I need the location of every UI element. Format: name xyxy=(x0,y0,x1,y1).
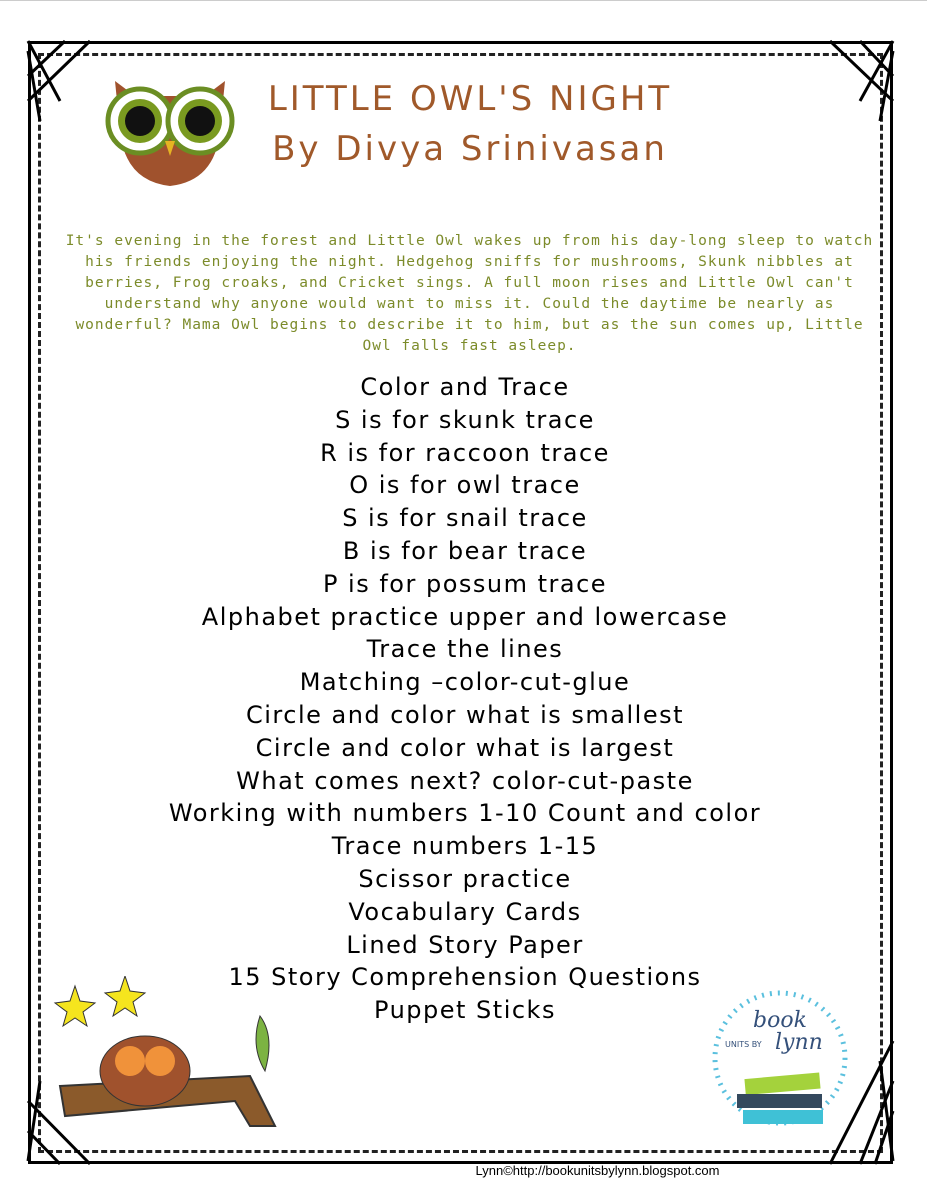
book-title: LITTLE OWL'S NIGHT xyxy=(267,79,673,119)
contents-item: O is for owl trace xyxy=(349,471,581,500)
sleeping-owl-illustration xyxy=(50,976,290,1156)
contents-item: Alphabet practice upper and lowercase xyxy=(201,602,729,631)
contents-item: Lined Story Paper xyxy=(346,930,584,959)
logo-units-text: UNITS BY xyxy=(725,1040,762,1049)
contents-item: Puppet Sticks xyxy=(374,996,556,1025)
contents-item: Color and Trace xyxy=(360,373,570,401)
contents-list xyxy=(100,371,830,1027)
contents-item: Trace the lines xyxy=(366,635,564,664)
book-author: By Divya Srinivasan xyxy=(272,129,668,169)
contents-item: S is for snail trace xyxy=(342,504,588,533)
owl-illustration xyxy=(95,71,245,191)
book-units-by-lynn-logo xyxy=(705,988,855,1138)
contents-item: B is for bear trace xyxy=(342,536,588,565)
contents-item: Matching –color-cut-glue xyxy=(299,668,631,697)
contents-item: Scissor practice xyxy=(358,864,572,893)
contents-item: What comes next? color-cut-paste xyxy=(236,766,694,795)
contents-item: Circle and color what is largest xyxy=(255,733,675,762)
contents-item: R is for raccoon trace xyxy=(320,438,610,467)
logo-book-text: book xyxy=(753,1008,807,1033)
contents-item: S is for skunk trace xyxy=(335,405,595,434)
book-summary: It's evening in the forest and Little Owl wakes up from his day-long sleep to watch his friends enjoying the night. Hedgehog sniffs for mushrooms, Skunk nibbles at berries, Frog croaks, and Cricket sings. A full moon rises and Little Owl can't understand why anyone would want to miss it. Could the daytime be nearly as wonderful? Mama Owl begins to describe it to him, but as the sun comes up, Little Owl falls fast asleep. xyxy=(65,233,874,354)
contents-item: Working with numbers 1-10 Count and color xyxy=(168,799,762,828)
contents-item: 15 Story Comprehension Questions xyxy=(228,963,702,992)
contents-item: Vocabulary Cards xyxy=(348,897,582,926)
contents-item: Trace numbers 1-15 xyxy=(331,832,599,861)
contents-item: P is for possum trace xyxy=(322,569,608,598)
footer-credit: Lynn©http://bookunitsbylynn.blogspot.com xyxy=(475,1163,720,1178)
contents-item: Circle and color what is smallest xyxy=(245,700,685,729)
logo-lynn-text: lynn xyxy=(775,1030,823,1055)
